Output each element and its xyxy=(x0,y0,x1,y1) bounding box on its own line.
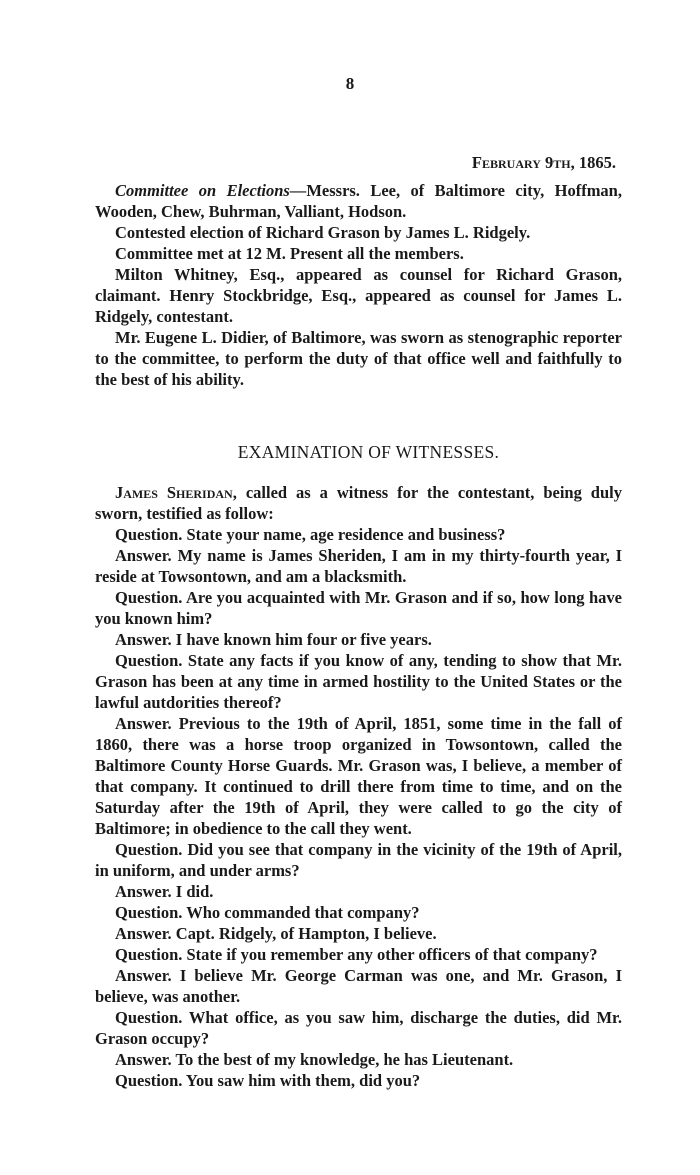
testimony-line: Answer. I have known him four or five years. xyxy=(115,630,432,649)
testimony-line: Question. State your name, age residence and business? xyxy=(115,525,506,544)
witness-paragraph xyxy=(95,482,622,524)
witness-name: James Sheridan, xyxy=(115,483,237,502)
testimony-line: Question. State if you remember any other officers of that company? xyxy=(115,945,598,964)
session-date: February 9th, 1865. xyxy=(471,153,616,172)
testimony-line: Answer. To the best of my knowledge, he has Lieutenant. xyxy=(115,1050,514,1069)
testimony-line: Answer. I did. xyxy=(115,882,214,901)
testimony-line: Question. Who commanded that company? xyxy=(115,903,420,922)
meeting-paragraph: Committee met at 12 M. Present all the members. xyxy=(115,244,464,263)
testimony-line: Question. State any facts if you know of any, tending to show that Mr. Grason has been at any time in armed hostility to the United States or the lawful autdorities thereof? xyxy=(95,651,622,712)
testimony-line: Answer. My name is James Sheriden, I am in my thirty-fourth year, I reside at Towsontown, and am a blacksmith. xyxy=(95,546,622,586)
testimony-line: Answer. Capt. Ridgely, of Hampton, I believe. xyxy=(115,924,437,943)
body-text xyxy=(95,152,622,1091)
page-number: 8 xyxy=(345,74,355,93)
testimony-line: Question. Did you see that company in the vicinity of the 19th of April, in uniform, and under arms? xyxy=(95,840,622,880)
witness-intro: called as a witness for the contestant, being duly sworn, testified as follow: xyxy=(95,483,622,523)
testimony-line: Answer. Previous to the 19th of April, 1851, some time in the fall of 1860, there was a horse troop organized in Towsontown, called the Baltimore County Horse Guards. Mr. Grason was, I believe, a member of that company. It continued to drill there from time to time, and on the Saturday after the 19th of April, they were called to go the city of Baltimore; in obedience to the call they went. xyxy=(95,714,622,838)
testimony-line: Question. What office, as you saw him, discharge the duties, did Mr. Grason occupy? xyxy=(95,1008,622,1048)
testimony-line: Answer. I believe Mr. George Carman was one, and Mr. Grason, I believe, was another. xyxy=(95,966,622,1006)
section-heading: EXAMINATION OF WITNESSES. xyxy=(237,442,500,462)
reporter-paragraph: Mr. Eugene L. Didier, of Baltimore, was sworn as stenographic reporter to the committee, to perform the duty of that office well and faithfully to the best of his ability. xyxy=(95,328,622,389)
counsel-paragraph: Milton Whitney, Esq., appeared as counsel for Richard Grason, claimant. Henry Stockbridge, Esq., appeared as counsel for James L. Ridgely, contestant. xyxy=(95,265,622,326)
committee-paragraph xyxy=(95,180,622,222)
committee-members: Messrs. Lee, of Baltimore city, Hoffman, Wooden, Chew, Buhrman, Valliant, Hodson. xyxy=(95,181,622,221)
testimony-line: Question. Are you acquainted with Mr. Grason and if so, how long have you known him? xyxy=(95,588,622,628)
committee-label: Committee on Elections— xyxy=(115,181,307,200)
testimony-line: Question. You saw him with them, did you? xyxy=(115,1071,421,1090)
contest-paragraph: Contested election of Richard Grason by James L. Ridgely. xyxy=(115,223,531,242)
